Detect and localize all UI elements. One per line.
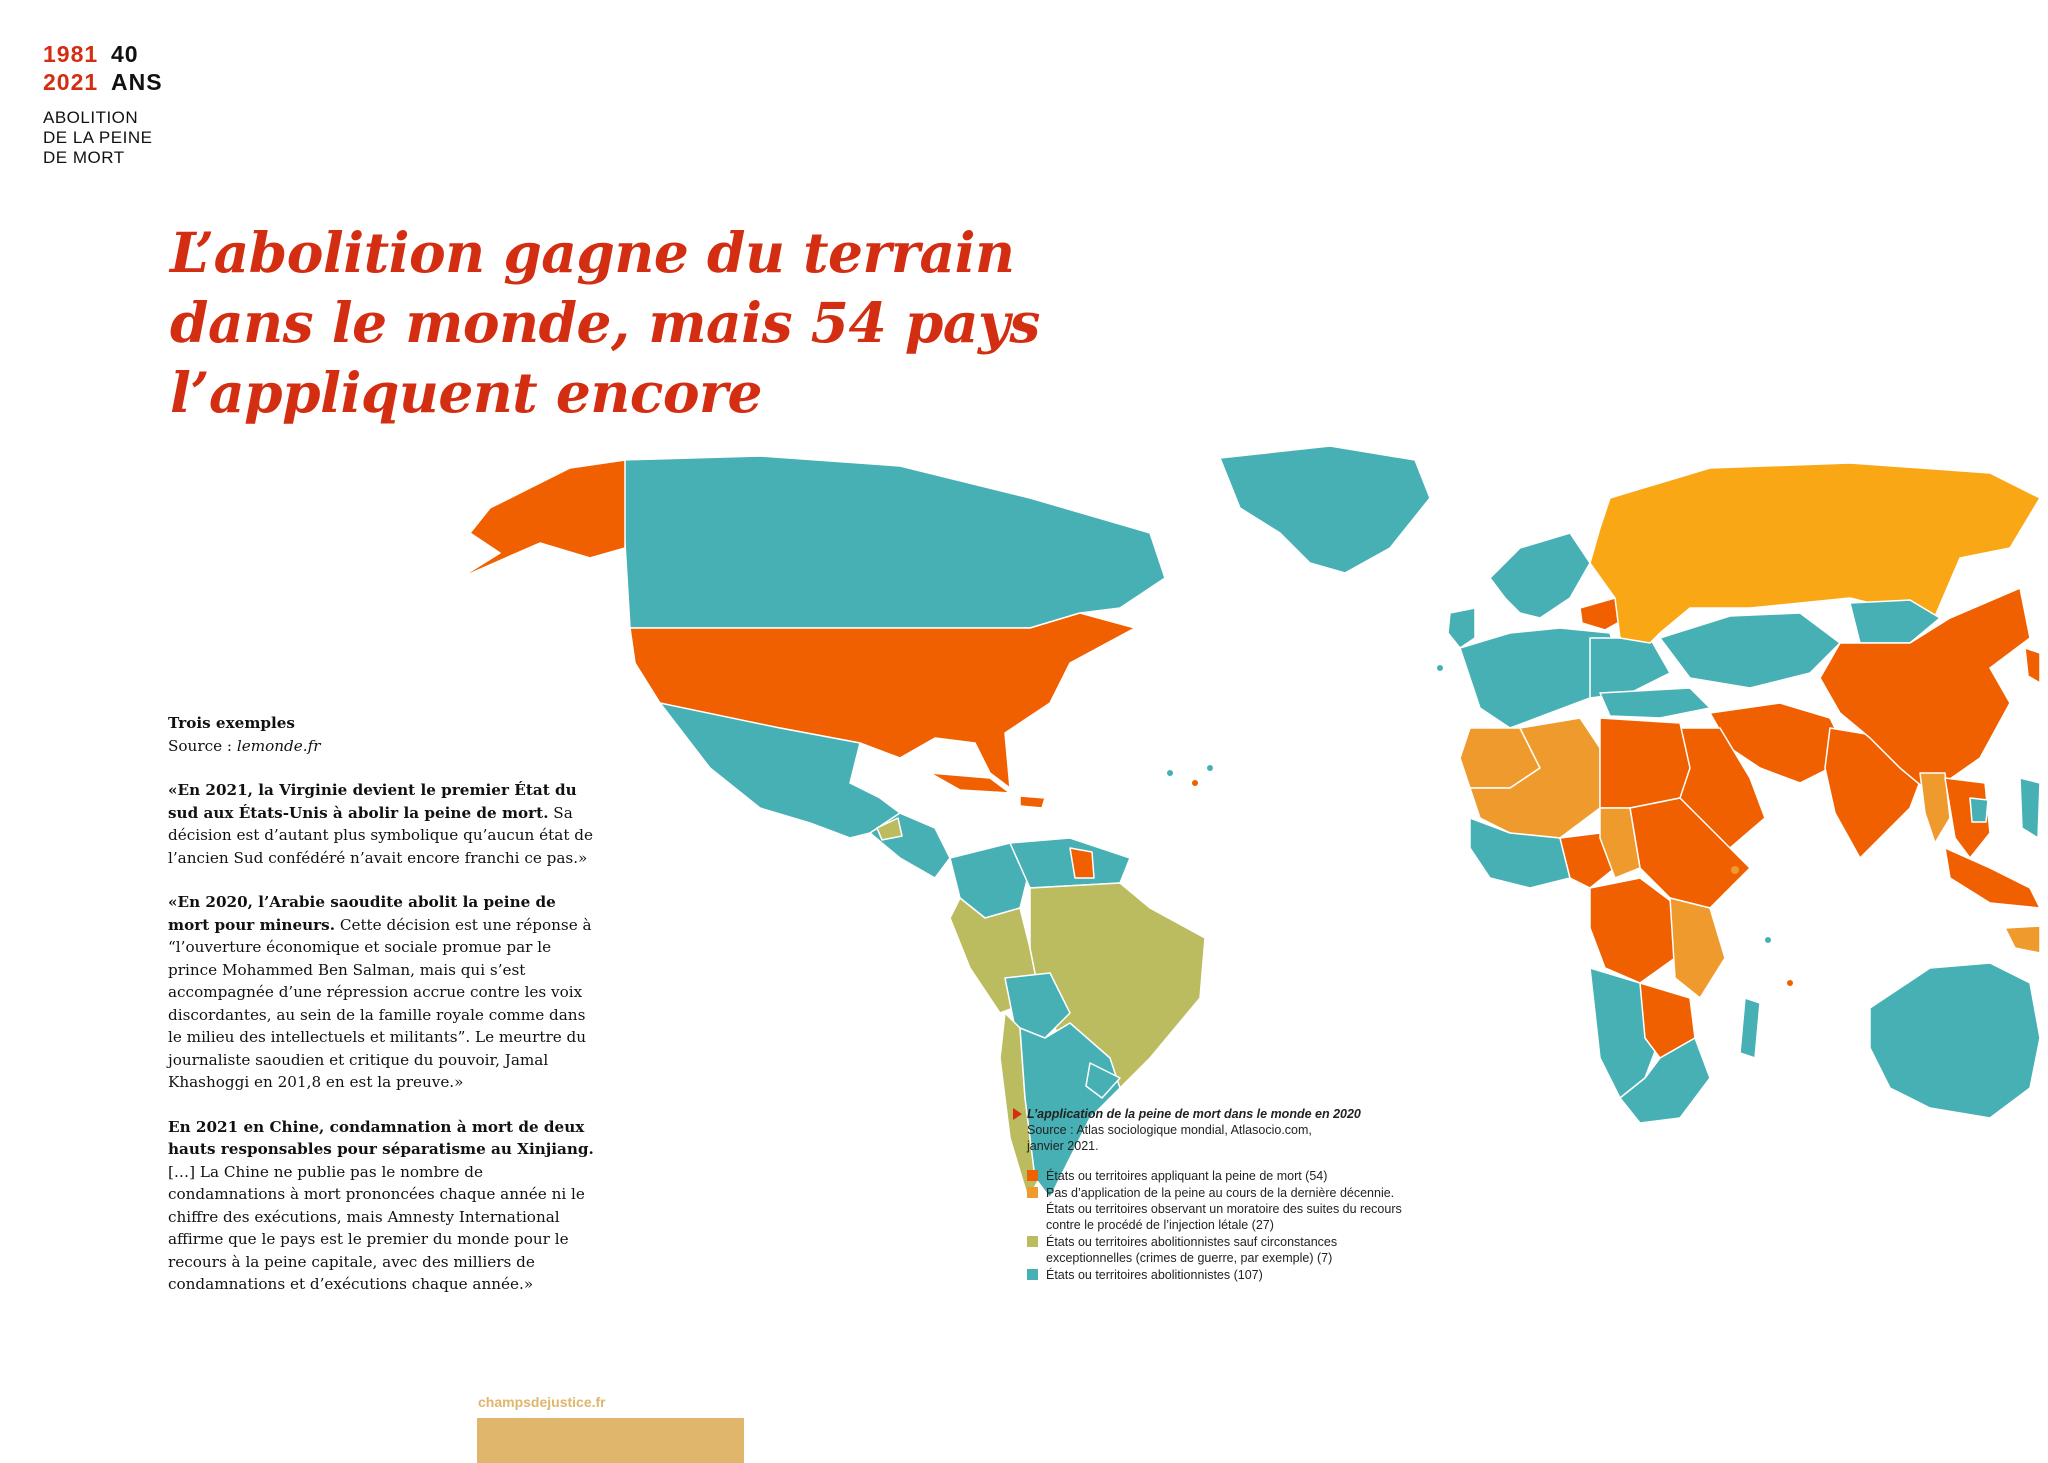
legend-title: L’application de la peine de mort dans le monde en 2020 — [1013, 1106, 1413, 1122]
title-line: l’appliquent encore — [170, 360, 762, 425]
island-marker — [1765, 937, 1771, 943]
region-kenya-tanzania — [1670, 898, 1725, 998]
badge-subtitle — [43, 108, 163, 168]
badge-row-1 — [43, 40, 163, 68]
footer-bar — [477, 1418, 744, 1463]
region-turkey — [1600, 688, 1710, 718]
triangle-marker-icon — [1013, 1108, 1022, 1120]
badge-subtitle-line: DE LA PEINE — [43, 128, 153, 147]
badge-year-start: 1981 — [43, 41, 99, 67]
region-ukraine-balkans — [1590, 638, 1670, 698]
examples-heading: Trois exemples — [168, 714, 295, 732]
map-legend — [1013, 1106, 1413, 1284]
legend-item-apply: États ou territoires appliquant la peine de mort (54) — [1027, 1168, 1413, 1184]
badge-count: 40 — [111, 41, 139, 67]
title-line: dans le monde, mais 54 pays — [170, 290, 1040, 355]
region-kazakhstan — [1660, 613, 1840, 688]
badge-year-end: 2021 — [43, 69, 99, 95]
badge-unit: ANS — [111, 69, 163, 95]
legend-item-exceptional: États ou territoires abolitionnistes sauf circonstances exceptionnelles (crimes de guerre, par exemple) (7) — [1027, 1234, 1413, 1266]
region-malaysia-indonesia — [1945, 848, 2040, 908]
region-guyana — [1070, 848, 1094, 878]
example-saudi-arabia: «En 2020, l’Arabie saoudite abolit la peine de mort pour mineurs. Cette décision est une réponse à “l’ouverture économique et sociale promue par le prince Mohammed Ben Salman, mais qui s’est accompagnée d’une répression accrue contre les voix discordantes, au sein de la famille royale comme dans le milieu des intellectuels et militants”. Le meurtre du journaliste saoudien et critique du pouvoir, Jamal Khashoggi en 201,8 en est la preuve.» — [168, 893, 592, 1091]
region-australia — [1870, 963, 2040, 1118]
region-scandinavia — [1490, 533, 1590, 618]
region-philippines — [2020, 778, 2040, 838]
island-marker — [1207, 765, 1213, 771]
examples-source-prefix: Source : — [168, 736, 237, 755]
island-marker — [1192, 780, 1198, 786]
legend-swatch — [1027, 1236, 1038, 1247]
region-korea — [2025, 648, 2040, 683]
region-greenland — [1220, 446, 1430, 573]
legend-swatch — [1027, 1187, 1038, 1198]
legend-source: Source : Atlas sociologique mondial, Atlasocio.com, janvier 2021. — [1027, 1123, 1312, 1153]
page-title — [170, 218, 1150, 428]
region-cambodia — [1970, 798, 1988, 822]
footer-link[interactable]: champsdejustice.fr — [478, 1394, 606, 1410]
region-madagascar — [1740, 998, 1760, 1058]
legend-swatch — [1027, 1170, 1038, 1181]
region-uk-ireland — [1448, 608, 1475, 648]
badge-row-2 — [43, 68, 163, 96]
legend-item-abolished: États ou territoires abolitionnistes (107) — [1027, 1267, 1413, 1283]
region-papua — [2005, 926, 2040, 953]
badge-subtitle-line: ABOLITION — [43, 108, 139, 127]
world-map — [430, 438, 2040, 1198]
region-hispaniola — [1020, 796, 1045, 808]
island-marker — [1437, 665, 1443, 671]
region-libya-egypt — [1600, 718, 1690, 808]
anniversary-badge — [43, 40, 163, 168]
region-venezuela-guyanas — [1010, 838, 1130, 888]
legend-item-moratorium: Pas d’application de la peine au cours de la dernière décennie. États ou territoires observant un moratoire des suites du recours contre le procédé de l’injection létale (27) — [1027, 1185, 1413, 1233]
example-china: En 2021 en Chine, condamnation à mort de deux hauts responsables pour séparatisme au Xinjiang. […] La Chine ne publie pas le nombre de condamnations à mort prononcées chaque année ni le chiffre des exécutions, mais Amnesty International affirme que le pays est le premier du monde pour le recours à la peine capitale, avec des milliers de condamnations et d’exécutions chaque année.» — [168, 1117, 594, 1293]
badge-subtitle-line: DE MORT — [43, 148, 125, 167]
title-line: L’abolition gagne du terrain — [170, 220, 1015, 285]
island-marker — [1731, 866, 1739, 874]
island-marker — [1167, 770, 1173, 776]
examples-source-link[interactable]: lemonde.fr — [236, 736, 321, 755]
legend-swatch — [1027, 1269, 1038, 1280]
example-virginia: «En 2021, la Virginie devient le premier État du sud aux États-Unis à abolir la peine de mort. Sa décision est d’autant plus symbolique qu’aucun état de l’ancien Sud confédéré n’avait encore franchi ce pas.» — [168, 781, 593, 867]
legend-items — [1013, 1168, 1413, 1283]
region-alaska — [460, 460, 625, 578]
island-marker — [1787, 980, 1793, 986]
region-canada — [620, 456, 1165, 628]
